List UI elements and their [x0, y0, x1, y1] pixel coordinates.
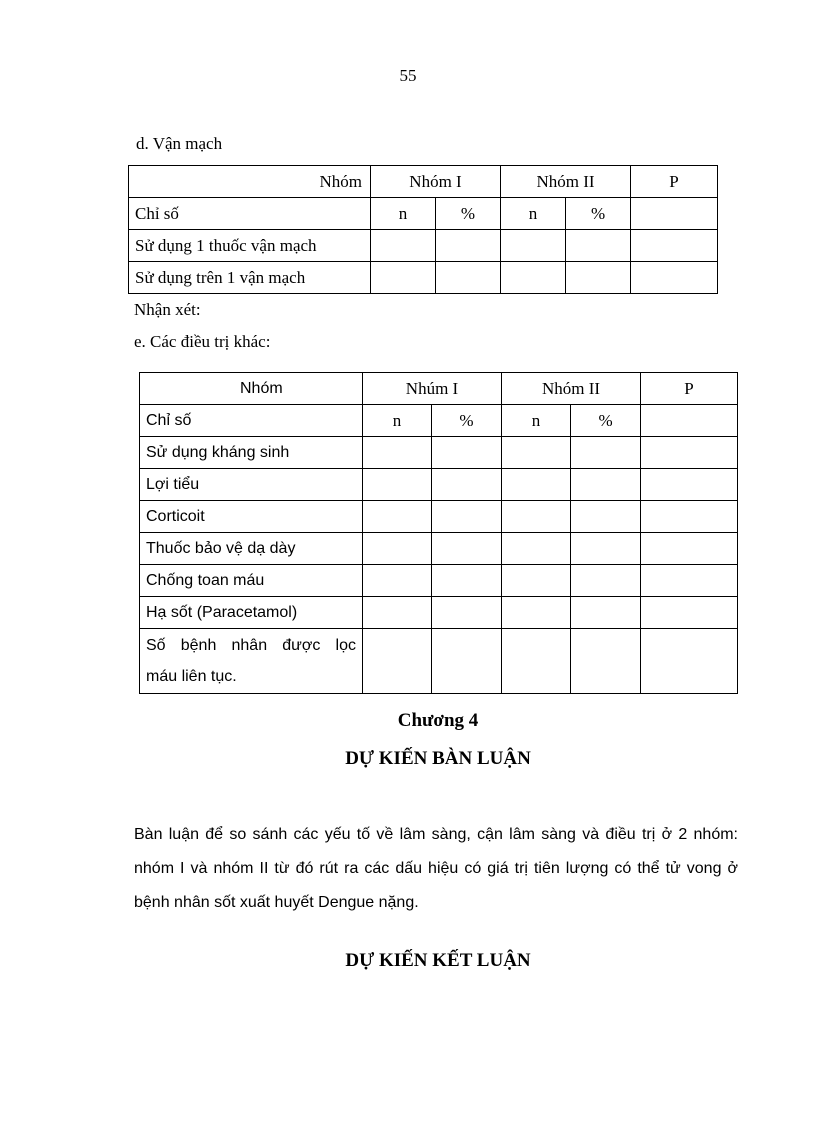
vasopressor-table	[128, 165, 718, 294]
row-label: Sử dụng kháng sinh	[140, 437, 363, 469]
header-group-label: Nhóm	[140, 373, 363, 405]
table-row	[140, 597, 738, 629]
table-row	[140, 437, 738, 469]
header-n: n	[363, 405, 432, 437]
header-group2: Nhóm II	[502, 373, 641, 405]
row-label: Corticoit	[140, 501, 363, 533]
row-label-line1: Số bệnh nhân được lọc	[146, 637, 356, 654]
header-n: n	[501, 198, 566, 230]
header-pct: %	[571, 405, 641, 437]
discussion-paragraph: Bàn luận để so sánh các yếu tố về lâm sàng, cận lâm sàng và điều trị ở 2 nhóm: nhóm I và nhóm II từ đó rút ra các dấu hiệu có giá trị tiên lượng có thể tử vong ở bệnh nhân sốt xuất huyết Dengue nặng.	[134, 826, 738, 911]
page-number: 55	[399, 66, 417, 85]
table-row	[129, 262, 718, 294]
empty-cell	[641, 405, 738, 437]
table-row	[140, 533, 738, 565]
header-n: n	[502, 405, 571, 437]
row-label: Chống toan máu	[140, 565, 363, 597]
header-index-label: Chỉ số	[140, 405, 363, 437]
header-group1: Nhóm I	[371, 166, 501, 198]
table-row	[140, 501, 738, 533]
row-label-line2: máu liên tục.	[146, 668, 237, 685]
chapter-label: Chương 4	[397, 710, 479, 731]
chapter-title: DỰ KIẾN BÀN LUẬN	[345, 748, 531, 769]
other-treatments-table	[139, 372, 738, 694]
header-group1: Nhúm I	[363, 373, 502, 405]
header-p: P	[641, 373, 738, 405]
header-p: P	[631, 166, 718, 198]
conclusion-title: DỰ KIẾN KẾT LUẬN	[345, 950, 531, 971]
row-label: Hạ sốt (Paracetamol)	[140, 597, 363, 629]
row-label-multiline	[140, 629, 363, 694]
header-n: n	[371, 198, 436, 230]
table-row	[140, 469, 738, 501]
table-row	[140, 629, 738, 694]
header-group2: Nhóm II	[501, 166, 631, 198]
section-e-title: e. Các điều trị khác:	[134, 332, 271, 351]
table-row	[140, 565, 738, 597]
header-pct: %	[432, 405, 502, 437]
table-row	[129, 230, 718, 262]
header-index-label: Chỉ số	[129, 198, 371, 230]
row-label: Sử dụng trên 1 vận mạch	[129, 262, 371, 294]
row-label: Lợi tiểu	[140, 469, 363, 501]
empty-cell	[631, 198, 718, 230]
header-pct: %	[566, 198, 631, 230]
header-pct: %	[436, 198, 501, 230]
remark-label: Nhận xét:	[134, 300, 201, 319]
header-group-label: Nhóm	[129, 166, 371, 198]
row-label: Sử dụng 1 thuốc vận mạch	[129, 230, 371, 262]
row-label: Thuốc bảo vệ dạ dày	[140, 533, 363, 565]
section-d-title: d. Vận mạch	[136, 134, 223, 153]
